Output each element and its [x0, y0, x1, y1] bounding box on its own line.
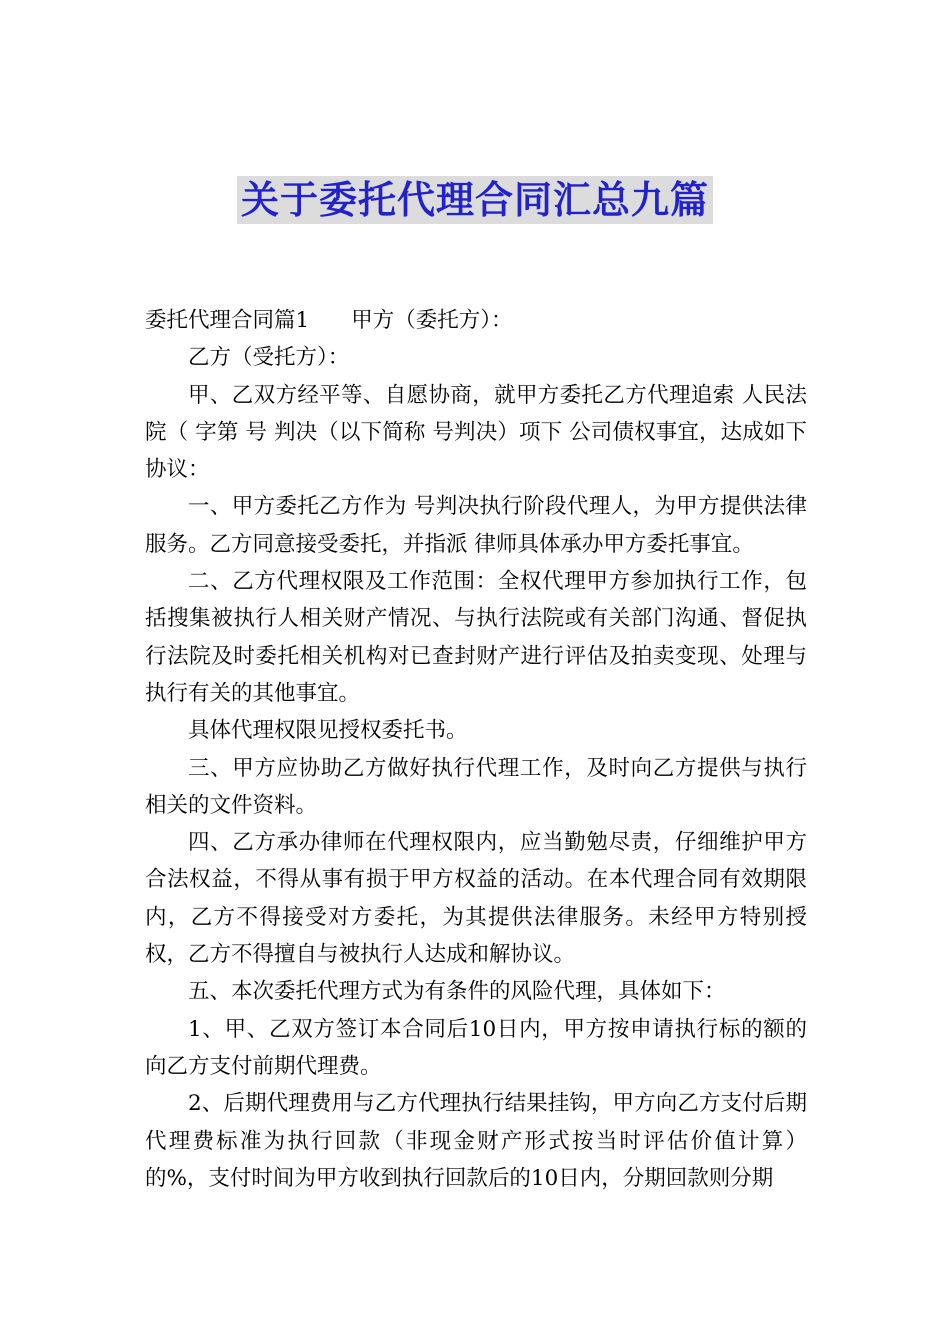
paragraph: 一、甲方委托乙方作为 号判决执行阶段代理人，为甲方提供法律服务。乙方同意接受委托，并指派 律师具体承办甲方委托事宜。	[145, 494, 807, 557]
paragraph: 三、甲方应协助乙方做好执行代理工作，及时向乙方提供与执行相关的文件资料。	[145, 755, 807, 818]
paragraph: 具体代理权限见授权委托书。	[188, 718, 468, 744]
document-title: 关于委托代理合同汇总九篇	[237, 176, 713, 224]
paragraph: 五、本次委托代理方式为有条件的风险代理，具体如下：	[188, 979, 726, 1005]
paragraph	[145, 302, 807, 339]
paragraph-text: 甲方（委托方）：	[351, 308, 513, 333]
document-body	[145, 302, 807, 1197]
section-heading: 委托代理合同篇1	[145, 308, 310, 333]
paragraph: 1、甲、乙双方签订本合同后10日内，甲方按申请执行标的额的 向乙方支付前期代理费。	[145, 1016, 807, 1079]
paragraph: 乙方（受托方）：	[188, 345, 350, 371]
title-wrap	[0, 176, 950, 224]
paragraph: 二、乙方代理权限及工作范围：全权代理甲方参加执行工作，包括搜集被执行人相关财产情况、与执行法院或有关部门沟通、督促执行法院及时委托相关机构对已查封财产进行评估及拍卖变现、处理与执行有关的其他事宜。	[145, 569, 807, 706]
paragraph: 2、后期代理费用与乙方代理执行结果挂钩，甲方向乙方支付后期代理费标准为执行回款（非现金财产形式按当时评估价值计算）的%，支付时间为甲方收到执行回款后的10日内，分期回款则分期	[145, 1091, 807, 1191]
paragraph: 四、乙方承办律师在代理权限内，应当勤勉尽责，仔细维护甲方合法权益，不得从事有损于甲方权益的活动。在本代理合同有效期限内，乙方不得接受对方委托，为其提供法律服务。未经甲方特别授权，乙方不得擅自与被执行人达成和解协议。	[145, 830, 807, 968]
paragraph: 甲、乙双方经平等、自愿协商，就甲方委托乙方代理追索 人民法院（ 字第 号 判决（以下简称 号判决）项下 公司债权事宜，达成如下协议：	[145, 382, 807, 483]
